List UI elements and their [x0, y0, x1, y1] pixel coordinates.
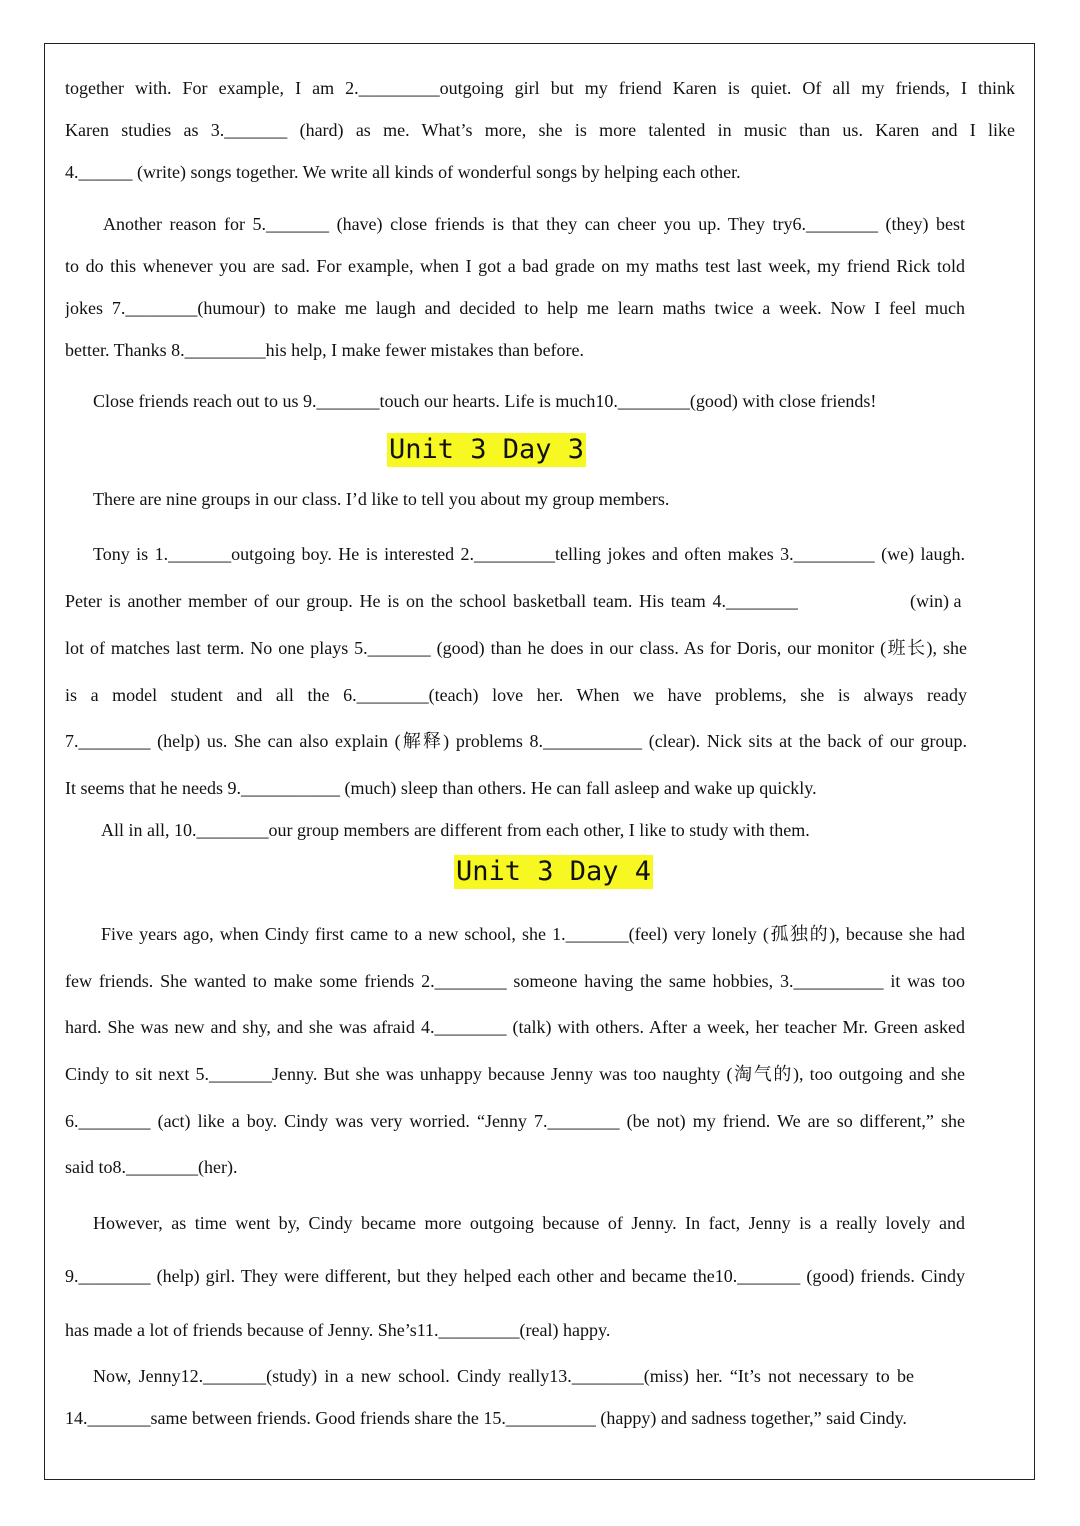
day3-line-6: 7.________ (help) us. She can also explain (解释) problems 8.___________ (clear). Nick sits at the back of our group. [65, 731, 967, 751]
passage1-line-7: better. Thanks 8._________his help, I make fewer mistakes than before. [65, 340, 585, 360]
passage1-line-3: 4.______ (write) songs together. We write all kinds of wonderful songs by helping each other. [65, 162, 741, 182]
day4-line-1: Five years ago, when Cindy first came to a new school, she 1._______(feel) very lonely (孤独的), because she had [101, 924, 965, 944]
day4-line-8: 9.________ (help) girl. They were different, but they helped each other and became the10._______ (good) friends. Cindy [65, 1266, 965, 1286]
section-title-day4: Unit 3 Day 4 [456, 856, 652, 887]
day3-line-3-end: (win) a [910, 591, 962, 611]
day3-line-1: There are nine groups in our class. I’d like to tell you about my group members. [93, 489, 670, 509]
passage1-line-4: Another reason for 5._______ (have) close friends is that they can cheer you up. They try6.________ (they) best [103, 214, 965, 234]
day3-line-7: It seems that he needs 9.___________ (much) sleep than others. He can fall asleep and wake up quickly. [65, 778, 817, 798]
section-title-day3: Unit 3 Day 3 [389, 434, 585, 465]
passage1-line-2: Karen studies as 3._______ (hard) as me. What’s more, she is more talented in music than us. Karen and I like [65, 120, 1015, 140]
day3-line-8: All in all, 10.________our group members are different from each other, I like to study with them. [101, 820, 810, 840]
day3-line-3: Peter is another member of our group. He is on the school basketball team. His team 4.________ [65, 591, 798, 611]
day4-line-7: However, as time went by, Cindy became more outgoing because of Jenny. In fact, Jenny is a really lovely and [93, 1213, 965, 1233]
passage1-line-5: to do this whenever you are sad. For example, when I got a bad grade on my maths test last week, my friend Rick told [65, 256, 965, 276]
passage1-line-6: jokes 7.________(humour) to make me laugh and decided to help me learn maths twice a week. Now I feel much [65, 298, 965, 318]
passage1-line-1: together with. For example, I am 2._________outgoing girl but my friend Karen is quiet. Of all my friends, I think [65, 78, 1015, 98]
day4-line-9: has made a lot of friends because of Jenny. She’s11._________(real) happy. [65, 1320, 611, 1340]
day3-line-2: Tony is 1._______outgoing boy. He is interested 2._________telling jokes and often makes 3._________ (we) laugh. [93, 544, 965, 564]
day4-line-6: said to8.________(her). [65, 1157, 238, 1177]
passage1-line-8: Close friends reach out to us 9._______touch our hearts. Life is much10.________(good) with close friends! [93, 391, 877, 411]
day4-line-10: Now, Jenny12._______(study) in a new school. Cindy really13.________(miss) her. “It’s not necessary to be [93, 1366, 914, 1386]
day4-line-11: 14._______same between friends. Good friends share the 15.__________ (happy) and sadness together,” said Cindy. [65, 1408, 907, 1428]
day3-line-4: lot of matches last term. No one plays 5._______ (good) than he does in our class. As for Doris, our monitor (班长), she [65, 638, 967, 658]
day4-line-3: hard. She was new and shy, and she was afraid 4.________ (talk) with others. After a week, her teacher Mr. Green asked [65, 1017, 965, 1037]
day3-line-5: is a model student and all the 6.________(teach) love her. When we have problems, she is always ready [65, 685, 967, 705]
day4-line-5: 6.________ (act) like a boy. Cindy was very worried. “Jenny 7.________ (be not) my friend. We are so different,” she [65, 1111, 965, 1131]
day4-line-4: Cindy to sit next 5._______Jenny. But she was unhappy because Jenny was too naughty (淘气的), too outgoing and she [65, 1064, 965, 1084]
day4-line-2: few friends. She wanted to make some friends 2.________ someone having the same hobbies, 3.__________ it was too [65, 971, 965, 991]
